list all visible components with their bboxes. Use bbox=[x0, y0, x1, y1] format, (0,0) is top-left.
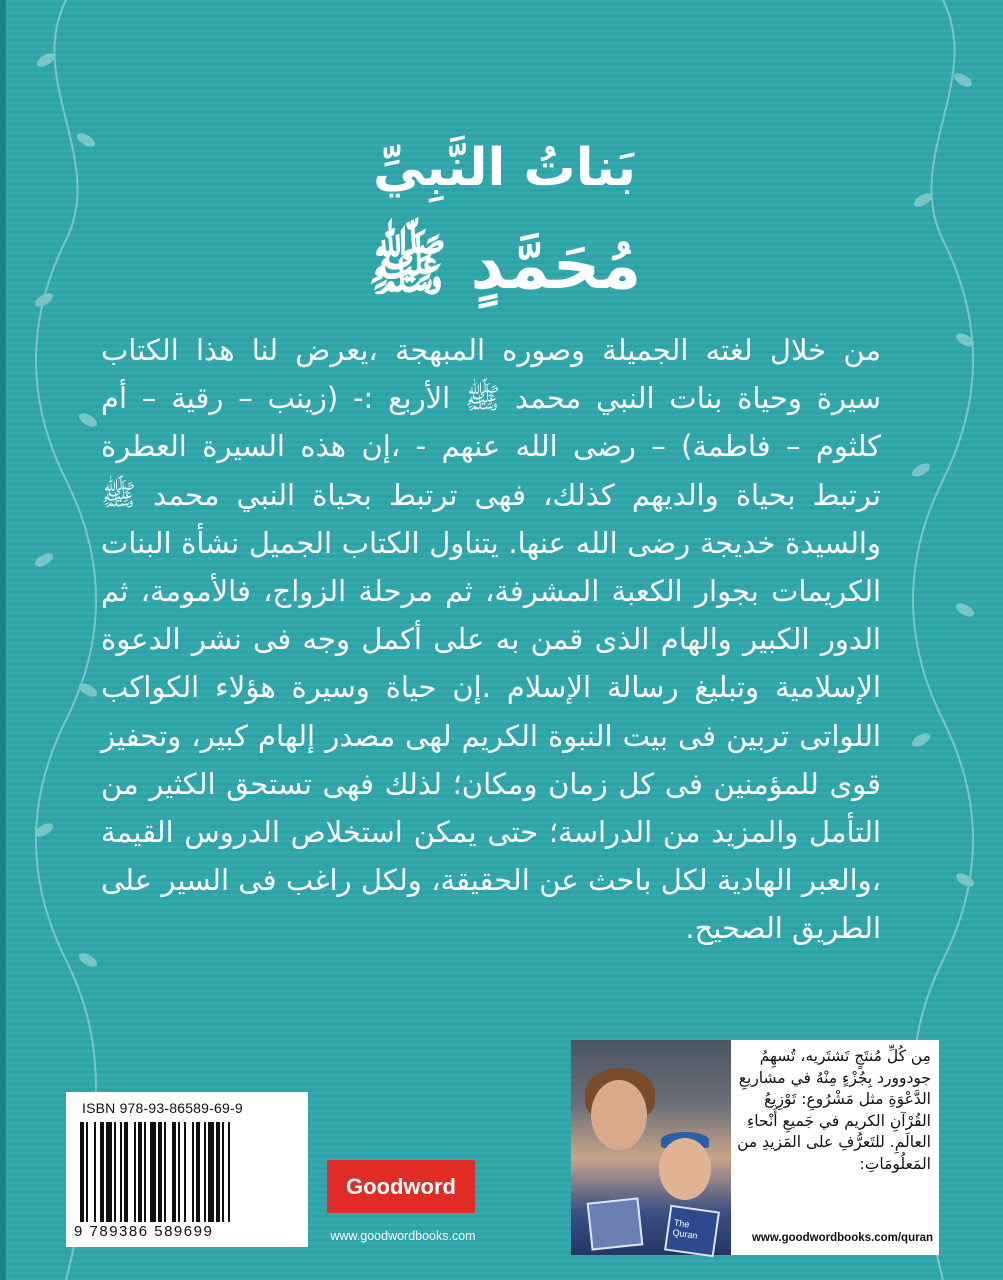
barcode-stripe bbox=[228, 1122, 230, 1222]
barcode-stripe bbox=[94, 1122, 96, 1222]
children-with-quran-photo bbox=[571, 1040, 731, 1255]
barcode-panel bbox=[66, 1092, 308, 1247]
quran-book-icon bbox=[664, 1205, 720, 1258]
publisher-url: www.goodwordbooks.com bbox=[330, 1229, 476, 1243]
quran-book-label: The Quran bbox=[671, 1217, 699, 1241]
barcode-stripe bbox=[178, 1122, 180, 1222]
description-paragraph: من خلال لغته الجميلة وصوره المبهجة ،يعرض لنا هذا الكتاب سيرة وحياة بنات النبي محمد ﷺ الأربع :- (زينب – رقية – أم كلثوم – فاطمة) – رضى الله عنهم - ،إن هذه السيرة العطرة ترتبط بحياة والديهم كذلك، فهى ترتبط بحياة النبي محمد ﷺ والسيدة خديجة رضى الله عنها. يتناول الكتاب الجميل نشأة البنات الكريمات بجوار الكعبة المشرفة، ثم مرحلة الزواج، فالأمومة، ثم الدور الكبير والهام الذى قمن به على أكمل وجه فى نشر الدعوة الإسلامية وتبليغ رسالة الإسلام .إن حياة وسيرة هؤلاء الكواكب اللواتى تربين فى بيت النبوة الكريم لهى مصدر إلهام كبير، وتحفيز قوى للمؤمنين فى كل زمان ومكان؛ لذلك فهى تستحق الكثير من التأمل والمزيد من الدراسة؛ حتى يمكن استخلاص الدروس القيمة ،والعبر الهادية لكل باحث عن الحقيقة، ولكل راغب فى السير على الطريق الصحيح. bbox=[101, 333, 881, 946]
promo-url: www.goodwordbooks.com/quran bbox=[751, 1232, 933, 1244]
barcode-stripe bbox=[120, 1122, 122, 1222]
barcode-stripe bbox=[150, 1122, 156, 1222]
barcode-stripe bbox=[138, 1122, 142, 1222]
barcode-stripe bbox=[208, 1122, 214, 1222]
barcode-icon bbox=[80, 1122, 302, 1222]
barcode-stripe bbox=[158, 1122, 162, 1222]
goodword-logo: Goodword bbox=[327, 1160, 475, 1213]
title-line-2: مُحَمَّدٍ ﷺ bbox=[367, 227, 642, 304]
spine-edge bbox=[0, 0, 6, 1280]
barcode-stripe bbox=[114, 1122, 116, 1222]
back-cover bbox=[6, 0, 1003, 1280]
barcode-number: 9 789386 589699 bbox=[74, 1223, 214, 1240]
barcode-stripe bbox=[134, 1122, 136, 1222]
barcode-stripe bbox=[172, 1122, 176, 1222]
barcode-stripe bbox=[144, 1122, 146, 1222]
barcode-stripe bbox=[80, 1122, 84, 1222]
barcode-stripe bbox=[216, 1122, 220, 1222]
book-icon bbox=[587, 1197, 644, 1250]
promo-text: مِن كُلِّ مُنتَجٍ تَشتَريه، تُسهِمُ جودوورد بِجُزْءٍ مِنْهُ في مشاريعِ الدَّعْوَةِ مثل مَشْرُوعِ: تَوْزِيعُ القُرْآنِ الكريم في جَميعِ أَنْحاءِ العالَمِ. للتَعرُّفِ على المَزيدِ من المَعلُومَاتِ: bbox=[737, 1047, 931, 1173]
barcode-stripe bbox=[164, 1122, 166, 1222]
title-line-1: بَناتُ النَّبِيِّ bbox=[372, 138, 637, 198]
quran-promo-panel bbox=[571, 1040, 939, 1255]
barcode-stripe bbox=[192, 1122, 194, 1222]
isbn-label: ISBN 978-93-86589-69-9 bbox=[82, 1100, 243, 1116]
barcode-stripe bbox=[222, 1122, 224, 1222]
barcode-stripe bbox=[106, 1122, 112, 1222]
barcode-stripe bbox=[184, 1122, 186, 1222]
barcode-stripe bbox=[124, 1122, 128, 1222]
barcode-stripe bbox=[204, 1122, 206, 1222]
barcode-stripe bbox=[100, 1122, 104, 1222]
barcode-stripe bbox=[86, 1122, 88, 1222]
barcode-stripe bbox=[196, 1122, 200, 1222]
